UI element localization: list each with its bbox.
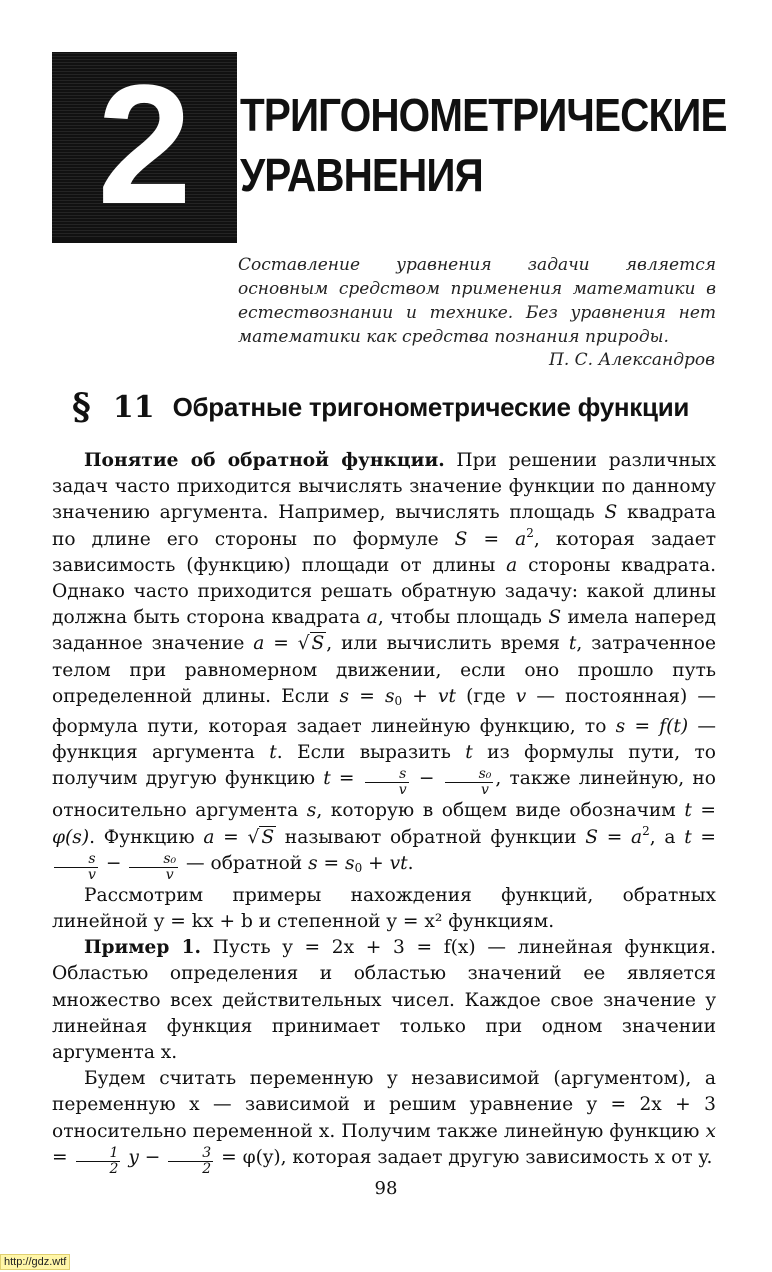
fraction: $\frac{s}{v}$: [365, 767, 409, 798]
chapter-title-line1: ТРИГОНОМЕТРИЧЕСКИЕ: [240, 89, 727, 141]
paragraph-2: Рассмотрим примеры нахождения функций, обратных линейной y = kx + b и степенной y = x² функциям.: [52, 884, 716, 933]
chapter-title: [240, 85, 727, 205]
chapter-title-line2: УРАВНЕНИЯ: [240, 149, 483, 201]
paragraph-1: Понятие об обратной функции. При решении различных задач часто приходится вычислять значение функции по данному значению аргумента. Например, вычислять площадь S квадрата по длине его стороны по формуле $S = a^2$, которая задает зависимость (функцию) площади от длины a стороны квадрата. Однако часто приходится решать обратную задачу: какой длины должна быть сторона квадрата a, чтобы площадь S имела наперед заданное значение a = √ S , или вычислить время t, затраченное телом при равномерном движении, если оно прошло путь определенной длины. Если $s = s_0$ + vt (где v — постоянная) — формула пути, которая задает линейную функцию, то s = f(t) — функция аргумента t. Если выразить t из формулы пути, то получим другую функцию t = $\frac{s}{v}$ − $\frac{\text{s₀}}{v}$ , также линейную, но относительно аргумента s, которую в общем виде обозначим t = φ(s). Функцию a = √ S называют обратной функции $S = a^2$, а t = $\frac{s}{v}$ − $\frac{\text{s₀}}{v}$ — обратной $s = s_0$ + vt.: [52, 450, 717, 883]
section-number: 11: [112, 389, 155, 425]
paragraph-4: Будем считать переменную y независимой (аргументом), а переменную x — зависимой и решим уравнение y = 2x + 3 относительно переменной x. Получим также линейную функцию x = $\frac{1}{2}$ y − $\frac{3}{2}$ = φ(y), которая задает другую зависимость x от y.: [52, 1068, 716, 1177]
example-lead: Пример 1.: [84, 937, 201, 959]
sqrt-formula: √ S: [297, 633, 325, 655]
section-sign: §: [72, 386, 91, 428]
body-text: [52, 448, 716, 1177]
page-number: 98: [374, 1178, 398, 1199]
chapter-number-block: [52, 52, 237, 243]
fraction: $\frac{s}{v}$: [54, 852, 98, 883]
epigraph-text: Составление уравнения задачи является основным средством применения математики в естествознании и технике. Без уравнения нет математики как средства познания природы.: [238, 255, 716, 347]
epigraph-author: П. С. Александров: [549, 350, 715, 370]
chapter-number: 2: [97, 50, 192, 240]
section-title: Обратные тригонометрические функции: [172, 391, 690, 422]
fraction: $\frac{\text{s₀}}{v}$: [445, 767, 494, 798]
paragraph-lead: Понятие об обратной функции.: [84, 450, 445, 471]
fraction: $\frac{3}{2}$: [168, 1146, 213, 1177]
sqrt-formula: √ S: [247, 826, 275, 848]
paragraph-3: Пример 1. Пусть y = 2x + 3 = f(x) — линейная функция. Областью определения и областью значений ее является множество всех действительных чисел. Каждое свое значение y линейная функция принимает только при одном значении аргумента x.: [52, 937, 717, 1064]
section-heading: [72, 385, 722, 429]
watermark-link[interactable]: http://gdz.wtf: [0, 1254, 70, 1270]
fraction: $\frac{\text{s₀}}{v}$: [129, 852, 178, 883]
fraction: $\frac{1}{2}$: [76, 1146, 121, 1177]
